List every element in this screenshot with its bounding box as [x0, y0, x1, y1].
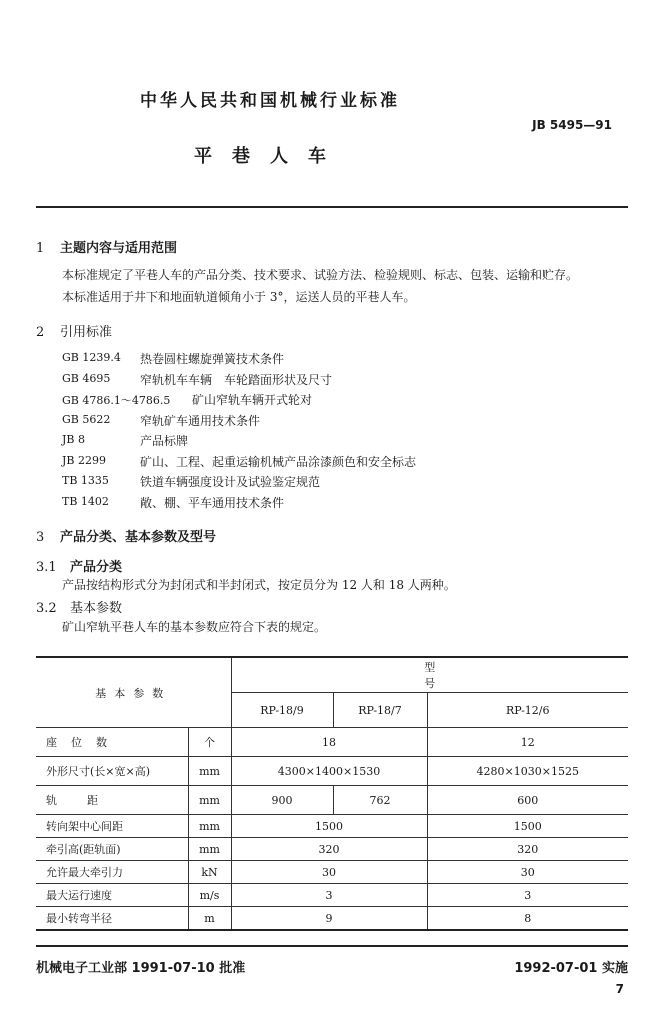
subsection-3-1-title: 产品分类	[70, 560, 123, 575]
subsection-3-2-title: 基本参数	[70, 601, 123, 616]
table-row	[36, 786, 628, 815]
section-1-heading	[36, 237, 177, 256]
value-12: 3	[427, 884, 628, 907]
table-row	[36, 757, 628, 786]
table-row	[36, 907, 628, 931]
param-unit: mm	[188, 786, 231, 815]
param-unit: mm	[188, 815, 231, 838]
value-18: 320	[231, 838, 427, 861]
ref-code: JB 2299	[62, 454, 106, 467]
ref-code: GB 4695	[62, 372, 111, 385]
value-18-9: 900	[231, 786, 333, 815]
value-18: 9	[231, 907, 427, 931]
table-row	[36, 815, 628, 838]
param-unit: 个	[188, 728, 231, 757]
section-2-title: 引用标准	[60, 325, 113, 340]
document-title: 平巷人车	[194, 146, 346, 167]
ref-name: 窄轨机车车辆 车轮踏面形状及尺寸	[140, 373, 333, 387]
section-2-number: 2	[36, 325, 45, 340]
standard-code: JB 5495—91	[532, 118, 612, 132]
param-name: 轨距	[36, 786, 188, 815]
ref-code: JB 8	[62, 433, 85, 446]
section-1-number: 1	[36, 241, 45, 256]
param-unit: mm	[188, 838, 231, 861]
param-name: 最小转弯半径	[36, 907, 188, 931]
section-1-para-2: 本标准适用于井下和地面轨道倾角小于 3°，运送人员的平巷人车。	[62, 290, 416, 304]
ref-name: 热卷圆柱螺旋弹簧技术条件	[140, 352, 285, 366]
param-name: 外形尺寸(长×宽×高)	[36, 757, 188, 786]
value-18: 1500	[231, 815, 427, 838]
table-row	[36, 861, 628, 884]
ref-name: 产品标牌	[140, 434, 189, 448]
header-rule	[36, 206, 628, 208]
section-1-para-1: 本标准规定了平巷人车的产品分类、技术要求、试验方法、检验规则、标志、包装、运输和贮存。	[62, 268, 579, 282]
value-18-7: 762	[333, 786, 427, 815]
subsection-3-2-text: 矿山窄轨平巷人车的基本参数应符合下表的规定。	[62, 620, 327, 634]
footer-rule	[36, 945, 628, 947]
section-3-heading	[36, 526, 216, 545]
table-row	[36, 884, 628, 907]
value-18: 30	[231, 861, 427, 884]
value-12: 600	[427, 786, 628, 815]
param-name: 允许最大牵引力	[36, 861, 188, 884]
model-rp-12-6: RP-12/6	[427, 693, 628, 728]
ref-name: 铁道车辆强度设计及试验鉴定规范	[140, 475, 321, 489]
page-number: 7	[615, 982, 624, 996]
section-3-title: 产品分类、基本参数及型号	[60, 530, 217, 545]
basic-parameters-table	[36, 656, 628, 931]
approval-line: 机械电子工业部 1991-07-10 批准	[36, 961, 246, 976]
model-rp-18-9: RP-18/9	[231, 693, 333, 728]
section-3-number: 3	[36, 530, 45, 545]
value-12: 12	[427, 728, 628, 757]
value-18: 3	[231, 884, 427, 907]
value-18: 18	[231, 728, 427, 757]
subsection-3-1-text: 产品按结构形式分为封闭式和半封闭式，按定员分为 12 人和 18 人两种。	[62, 578, 456, 592]
value-12: 1500	[427, 815, 628, 838]
subsection-3-1-number: 3.1	[36, 560, 57, 575]
param-unit: m	[188, 907, 231, 931]
value-12: 4280×1030×1525	[427, 757, 628, 786]
value-12: 320	[427, 838, 628, 861]
ref-name: 敞、棚、平车通用技术条件	[140, 496, 285, 510]
param-unit: mm	[188, 757, 231, 786]
value-12: 30	[427, 861, 628, 884]
param-header: 基本参数	[36, 657, 231, 728]
ref-code: TB 1335	[62, 474, 109, 487]
value-18: 4300×1400×1530	[231, 757, 427, 786]
param-unit: kN	[188, 861, 231, 884]
param-name: 座位数	[36, 728, 188, 757]
table-row	[36, 728, 628, 757]
table-row	[36, 838, 628, 861]
type-header	[231, 657, 628, 693]
param-name: 牵引高(距轨面)	[36, 838, 188, 861]
model-rp-18-7: RP-18/7	[333, 693, 427, 728]
ref-code: TB 1402	[62, 495, 109, 508]
ref-code: GB 4786.1～4786.5	[62, 394, 171, 407]
ref-name: 窄轨矿车通用技术条件	[140, 414, 261, 428]
ref-code: GB 1239.4	[62, 351, 121, 364]
param-name: 转向架中心间距	[36, 815, 188, 838]
section-1-title: 主题内容与适用范围	[60, 241, 178, 256]
effective-date: 1992-07-01 实施	[514, 961, 628, 976]
issuing-body: 中华人民共和国机械行业标准	[140, 91, 400, 111]
value-12: 8	[427, 907, 628, 931]
param-name: 最大运行速度	[36, 884, 188, 907]
subsection-3-2-heading	[36, 597, 122, 616]
param-unit: m/s	[188, 884, 231, 907]
subsection-3-2-number: 3.2	[36, 601, 57, 616]
type-header-left: 型	[424, 661, 436, 674]
ref-name: 矿山窄轨车辆开式轮对	[192, 393, 313, 407]
ref-name: 矿山、工程、起重运输机械产品涂漆颜色和安全标志	[140, 455, 417, 469]
subsection-3-1-heading	[36, 556, 122, 575]
section-2-heading	[36, 321, 112, 340]
ref-code: GB 5622	[62, 413, 111, 426]
type-header-right: 号	[424, 677, 436, 690]
